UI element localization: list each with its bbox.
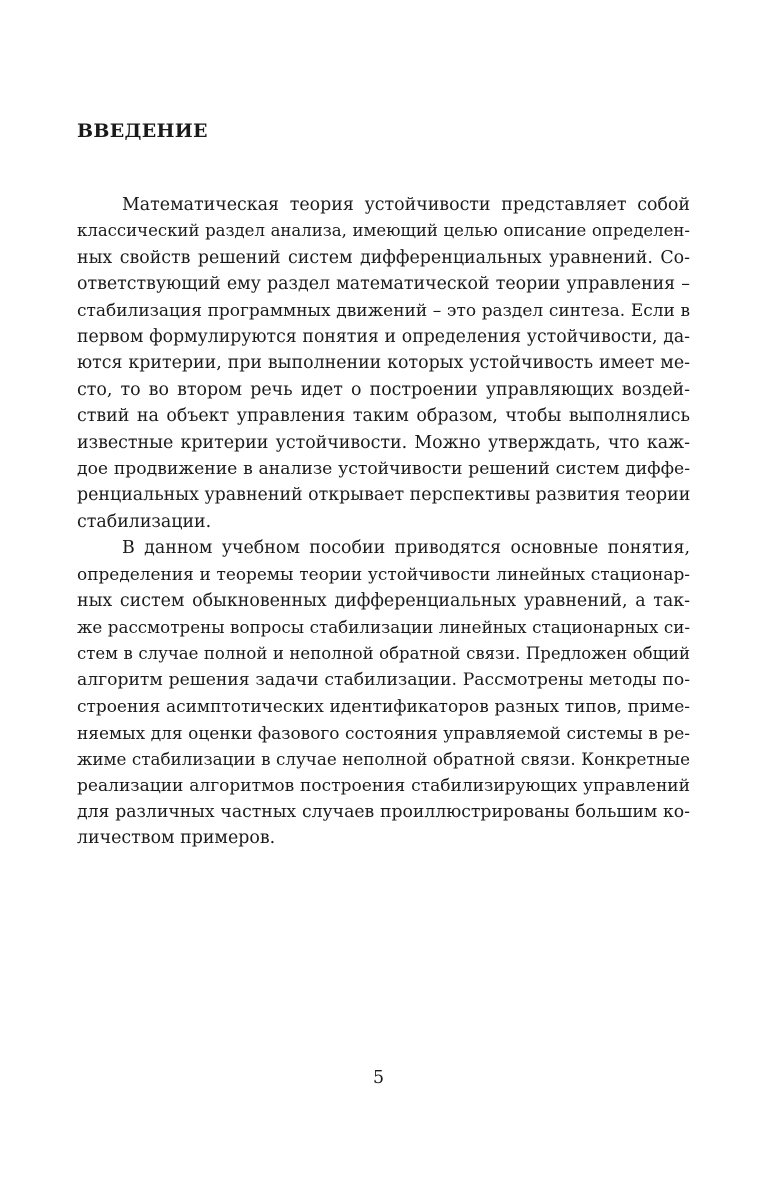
- text-line: сто, то во втором речь идет о построении управляющих воздей-: [77, 379, 690, 400]
- text-line: строения асимптотических идентификаторов разных типов, приме-: [77, 696, 690, 717]
- text-line: ренциальных уравнений открывает перспективы развития теории: [77, 485, 691, 506]
- text-line: стем в случае полной и неполной обратной связи. Предложен общий: [77, 643, 690, 663]
- text-line: ных свойств решений систем дифференциальных уравнений. Со-: [77, 247, 690, 268]
- text-line: классический раздел анализа, имеющий целью описание определен-: [77, 221, 690, 241]
- page-number: 5: [372, 1068, 385, 1088]
- text-line: личеством примеров.: [77, 828, 276, 849]
- text-line: няемых для оценки фазового состояния управляемой системы в ре-: [77, 722, 690, 743]
- text-line: известные критерии устойчивости. Можно утверждать, что каж-: [77, 432, 690, 453]
- paragraph-1: [77, 192, 690, 535]
- text-line: реализации алгоритмов построения стабилизирующих управлений: [77, 775, 690, 796]
- text-line: Математическая теория устойчивости представляет собой: [122, 195, 690, 215]
- body-text: [77, 192, 690, 852]
- text-line: стабилизация программных движений – это раздел синтеза. Если в: [77, 300, 690, 321]
- text-line: дое продвижение в анализе устойчивости решений систем диффе-: [77, 458, 690, 479]
- text-line: В данном учебном пособии приводятся основные понятия,: [122, 538, 690, 559]
- text-line: ствий на объект управления таким образом, чтобы выполнялись: [77, 406, 690, 427]
- text-line: ются критерии, при выполнении которых устойчивость имеет ме-: [77, 353, 690, 374]
- text-line: для различных частных случаев проиллюстрированы большим ко-: [77, 801, 690, 822]
- text-line: определения и теоремы теории устойчивости линейных стационар-: [77, 564, 690, 585]
- text-line: ных систем обыкновенных дифференциальных уравнений, а так-: [77, 590, 690, 611]
- paragraph-2: [77, 535, 690, 852]
- chapter-heading: ВВЕДЕНИЕ: [77, 120, 208, 142]
- text-line: жиме стабилизации в случае неполной обратной связи. Конкретные: [77, 749, 690, 770]
- text-line: алгоритм решения задачи стабилизации. Рассмотрены методы по-: [77, 670, 690, 691]
- text-line: ответствующий ему раздел математической теории управления –: [77, 274, 690, 295]
- text-line: первом формулируются понятия и определения устойчивости, да-: [77, 326, 690, 347]
- text-line: же рассмотрены вопросы стабилизации линейных стационарных си-: [77, 617, 690, 638]
- text-line: стабилизации.: [77, 511, 212, 532]
